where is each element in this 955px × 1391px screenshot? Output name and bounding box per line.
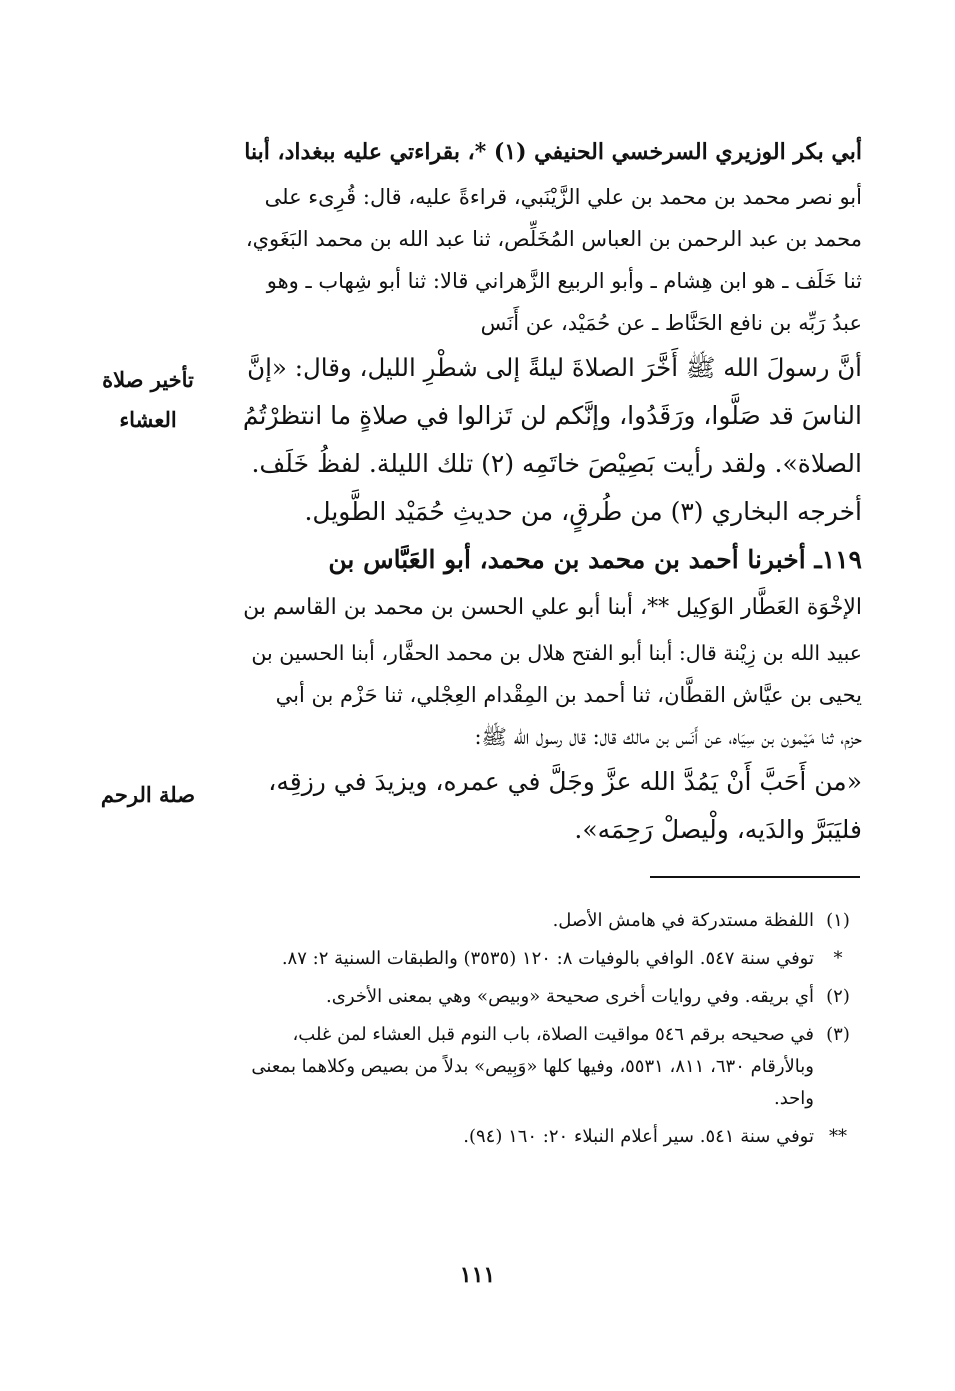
text-line: «من أَحَبَّ أَنْ يَمُدَّ الله عزَّ وجَلَّ في عمره، ويزيدَ في رزقِه، [268, 767, 862, 796]
text-line: الناسَ قد صَلَّوا، ورَقَدُوا، وإنَّكم لن تَزالوا في صلاةٍ ما انتظرْتُمُ [242, 401, 862, 430]
footnote-text: اللفظة مستدركة في هامش الأصل. [552, 910, 814, 931]
text-line: حزم، ثنا مَيْمون بن سِيَاه، عن أَنَس بن مالك قال: قال رسول الله ﷺ: [474, 725, 862, 749]
text-line: عبدُ رَبِّه بن نافع الحَنَّاط ـ عن حُمَيْد، عن أَنَس [480, 311, 862, 335]
footnote [240, 943, 862, 975]
margin-note-line: العشاء [119, 407, 177, 432]
text-line: أخرجه البخاري (٣) من طُرقٍ، من حديثِ حُمَيْد الطَّويل. [304, 497, 862, 526]
footnote-divider [650, 876, 860, 878]
text-line: ثنا خَلَف ـ هو ابن هِشام ـ وأبو الربيع الزَّهراني قالا: ثنا أبو شِهاب ـ وهو [266, 269, 862, 293]
footnote-text: في صحيحه برقم ٥٤٦ مواقيت الصلاة، باب النوم قبل العشاء لمن غلب، وبالأرقام ٦٣٠، ٨١١، ٥٥٣١، وفيها كلها «وَبِيص» بدلاً من بصيص وكلاهما بمعنى واحد. [251, 1024, 814, 1109]
paragraph-hadith-2 [240, 758, 862, 854]
footnote [240, 1121, 862, 1153]
footnote-text: توفي سنة ٥٤٧. الوافي بالوفيات ٨: ١٢٠ (٣٥٣٥) والطبقات السنية ٢: ٨٧. [281, 948, 814, 969]
text-line: أبي بكر الوزيري السرخسي الحنيفي (١) *، بقراءتي عليه ببغداد، أبنا [244, 139, 862, 165]
footnote-mark: * [833, 948, 843, 969]
footnote-mark: ** [829, 1126, 847, 1147]
margin-note-line: تأخير صلاة [102, 367, 194, 392]
margin-note-kinship [93, 775, 203, 815]
margin-note-line: صلة الرحم [100, 782, 196, 807]
paragraph-isnad-1 [240, 128, 862, 344]
main-text [240, 128, 862, 854]
text-line: الصلاة». ولقد رأيت بَصِيْصَ خاتَمِه (٢) تلك الليلة. لفظُ خَلَف. [251, 449, 862, 478]
text-line: أنَّ رسولَ الله ﷺ أَخَّرَ الصلاةَ ليلةً إلى شطْرِ الليل، وقال: «إنَّ [247, 353, 862, 382]
footnote [240, 981, 862, 1013]
footnote [240, 905, 862, 937]
paragraph-hadith-1 [240, 344, 862, 488]
footnote [240, 1019, 862, 1115]
text-line: عبيد الله بن زِيْنة قال: أبنا أبو الفتح هلال بن محمد الحفَّار، أبنا الحسين بن [251, 641, 862, 665]
footnote-mark: (٣) [826, 1024, 850, 1045]
text-line: ١١٩ـ أخبرنا أحمد بن محمد بن محمد، أبو العَبَّاس بن [328, 545, 862, 574]
footnote-text: توفي سنة ٥٤١. سير أعلام النبلاء ٢٠: ١٦٠ (٩٤). [463, 1126, 814, 1147]
footnote-mark: (١) [826, 910, 850, 931]
margin-note-delay-isha [93, 360, 203, 440]
page-number: ١١١ [459, 1262, 496, 1288]
text-line: الإخْوَة العَطَّار الوَكِيل **، أبنا أبو علي الحسن بن محمد بن القاسم بن [243, 595, 862, 620]
text-line: أبو نصر محمد بن محمد بن علي الزَّيْنَبي، قراءةً عليه، قال: قُرِىء على [264, 185, 862, 209]
paragraph-isnad-119 [240, 536, 862, 758]
footnote-mark: (٢) [826, 986, 850, 1007]
text-line: محمد بن عبد الرحمن بن العباس المُخَلِّص، ثنا عبد الله بن محمد البَغَوي، [245, 227, 862, 251]
paragraph-takhrij [240, 488, 862, 536]
footnote-text: أي بريقه. وفي روايات أخرى صحيحة «وبيص» وهي بمعنى الأخرى. [326, 986, 814, 1007]
text-line: يحيى بن عيَّاش القطَّان، ثنا أحمد بن المِقْدام العِجْلي، ثنا حَزْم بن أبي [275, 683, 862, 707]
text-line: فليَبَرَّ والدَيه، ولْيصلْ رَحِمَه». [574, 815, 862, 844]
footnotes [240, 905, 862, 1159]
